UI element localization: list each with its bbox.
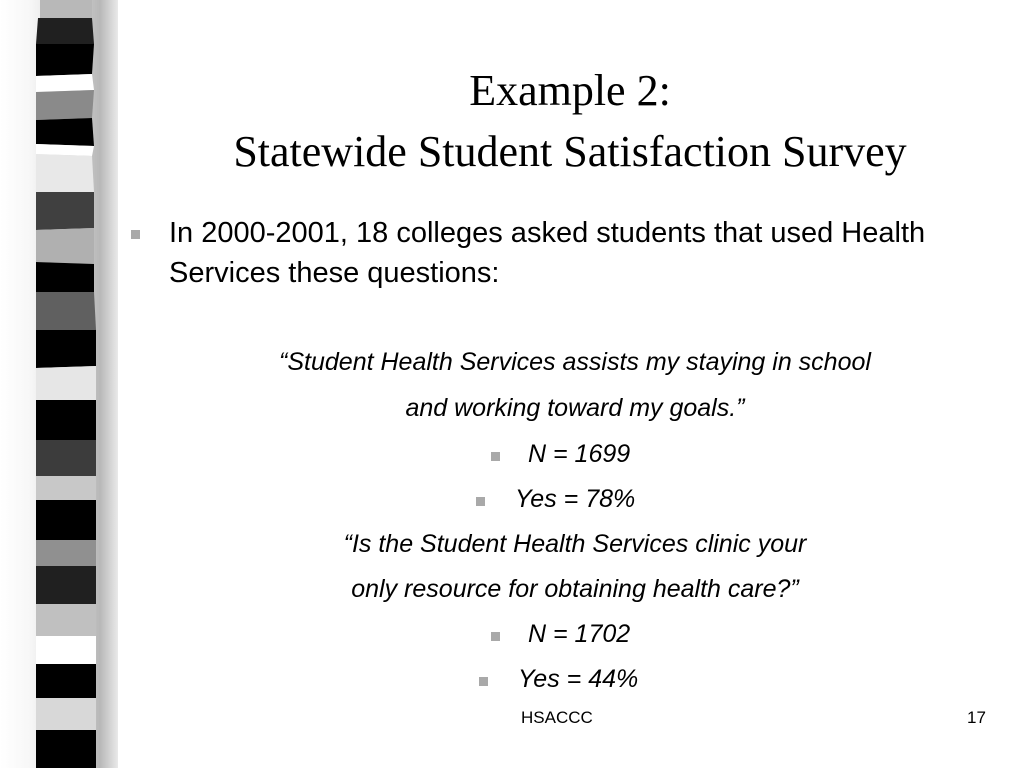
film-strip-stripes — [36, 0, 96, 768]
stripe — [36, 400, 96, 440]
stripe — [36, 730, 96, 768]
stripe — [36, 44, 94, 76]
slide-title-line-1: Example 2: — [469, 66, 671, 115]
question-1-line-2: and working toward my goals.” — [405, 394, 745, 422]
question-1-line-1: “Student Health Services assists my staying in school — [279, 348, 871, 376]
stripe — [40, 0, 92, 18]
stripe — [36, 74, 94, 92]
stripe — [36, 118, 94, 146]
stripe — [36, 90, 94, 120]
question-2-line-2: only resource for obtaining health care?” — [351, 575, 799, 603]
question-2-n: N = 1702 — [528, 620, 631, 648]
question-1-yes: Yes = 78% — [515, 485, 636, 513]
stripe — [36, 192, 94, 230]
square-bullet-icon — [131, 230, 140, 239]
stripe — [36, 664, 96, 698]
stripe — [36, 366, 96, 400]
stripe — [36, 440, 96, 476]
question-2-yes: Yes = 44% — [518, 665, 639, 693]
stripe — [36, 540, 96, 566]
stripe — [36, 228, 94, 264]
question-2-line-1: “Is the Student Health Services clinic your — [343, 530, 807, 558]
square-bullet-icon — [476, 497, 485, 506]
stripe — [36, 604, 96, 636]
question-1-n: N = 1699 — [528, 440, 631, 468]
stripe — [36, 154, 94, 192]
stripe — [36, 636, 96, 664]
slide-title-line-2: Statewide Student Satisfaction Survey — [233, 127, 907, 176]
stripe — [36, 18, 94, 44]
film-strip-decoration — [0, 0, 118, 768]
stripe — [36, 566, 96, 604]
stripe — [36, 500, 96, 540]
intro-bullet-text: In 2000-2001, 18 colleges asked students that used Health Services these questions: — [169, 217, 926, 289]
square-bullet-icon — [491, 632, 500, 641]
stripe — [36, 262, 94, 292]
square-bullet-icon — [479, 677, 488, 686]
stripe — [36, 476, 96, 500]
stripe — [36, 144, 94, 156]
square-bullet-icon — [491, 452, 500, 461]
stripe — [36, 330, 96, 368]
stripe — [36, 698, 96, 730]
stripe — [36, 292, 96, 330]
page-number: 17 — [967, 708, 986, 727]
footer-org: HSACCC — [521, 708, 593, 727]
